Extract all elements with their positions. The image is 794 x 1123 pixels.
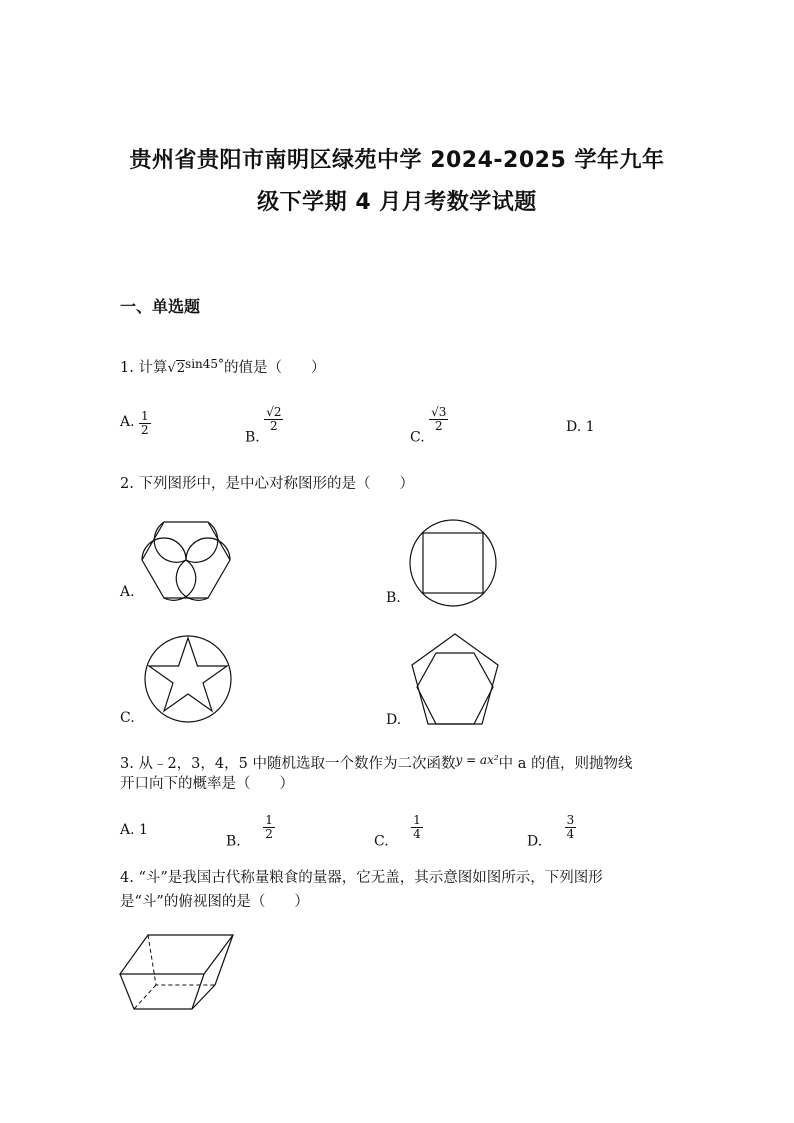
question-4-line-2: 是“斗”的俯视图的是（ ） (120, 894, 309, 910)
question-number: 2. (120, 476, 134, 492)
page-title-line-1: 贵州省贵阳市南明区绿苑中学 2024-2025 学年九年 (129, 148, 665, 173)
page-title-line-2: 级下学期 4 月月考数学试题 (257, 190, 537, 215)
q3-option-d: D. $\frac{3}{4}$ (527, 813, 575, 850)
q1-option-d: D. 1 (566, 419, 595, 435)
question-1-prefix: 计算 (138, 360, 168, 376)
q3-option-a: A. 1 (120, 822, 148, 838)
question-4-text-a: “斗”是我国古代称量粮食的量器，它无盖，其示意图如图所示，下列图形 (138, 870, 603, 886)
question-4 (120, 866, 603, 890)
figure-circle-square (408, 518, 498, 608)
figure-hexagon-petals (140, 520, 232, 600)
quadratic-formula: y = ax² (455, 753, 499, 767)
question-1-suffix: 的值是（ ） (224, 360, 326, 376)
q1-option-b: B. $\frac{√2}{2}$ (245, 405, 282, 446)
sin-expression: sin45° (185, 357, 225, 371)
q1-option-c: C. $\frac{√3}{2}$ (410, 405, 447, 446)
question-1 (120, 352, 326, 381)
question-3-line-2: 开口向下的概率是（ ） (120, 776, 294, 792)
question-2-text: 下列图形中，是中心对称图形的是（ ） (138, 476, 414, 492)
question-3-text-a: 从﹣2，3，4，5 中随机选取一个数作为二次函数 (138, 756, 456, 772)
q2-option-c: C. (120, 710, 135, 726)
sqrt-expression: √2 (167, 361, 186, 376)
q3-option-b: B. $\frac{1}{2}$ (226, 813, 273, 850)
q2-option-b: B. (386, 590, 401, 606)
figure-dou-container (118, 932, 236, 1014)
q1-option-a: A. $\frac{1}{2}$ (120, 409, 149, 437)
q2-option-d: D. (386, 712, 402, 728)
question-number: 4. (120, 870, 134, 886)
q3-option-c: C. $\frac{1}{4}$ (374, 813, 421, 850)
q2-option-a: A. (120, 584, 135, 600)
question-number: 3. (120, 756, 134, 772)
question-number: 1. (120, 360, 134, 376)
question-3-text-b: 中 a 的值，则抛物线 (498, 756, 633, 772)
figure-pentagon-hexagon (407, 632, 503, 728)
section-heading: 一、单选题 (120, 297, 201, 316)
question-2 (120, 472, 414, 496)
figure-circle-star (143, 634, 233, 724)
